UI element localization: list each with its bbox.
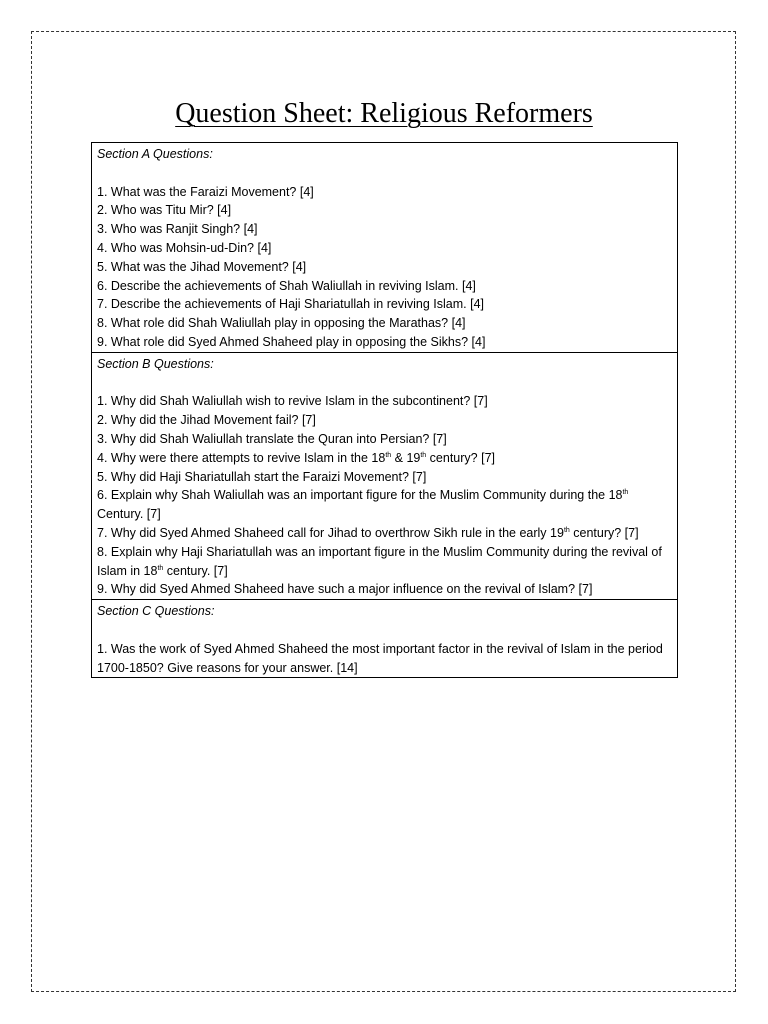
question-a7: 7. Describe the achievements of Haji Shariatullah in reviving Islam. [4] [97,297,484,312]
question-a1: 1. What was the Faraizi Movement? [4] [97,184,314,199]
question-a2: 2. Who was Titu Mir? [4] [97,203,232,218]
question-b9: 9. Why did Syed Ahmed Shaheed have such a major influence on the revival of Islam? [7] [97,582,593,597]
section-a-cell [92,143,678,353]
section-c-row [92,600,678,678]
questions-table [91,142,678,678]
question-b5: 5. Why did Haji Shariatullah start the Faraizi Movement? [7] [97,469,427,484]
question-c1: 1. Was the work of Syed Ahmed Shaheed the most important factor in the revival of Islam in the period 1700-1850? Give reasons for your answer. [14] [97,641,663,675]
question-a4: 4. Who was Mohsin-ud-Din? [4] [97,240,272,255]
section-b-cell [92,352,678,599]
question-a5: 5. What was the Jihad Movement? [4] [97,259,307,274]
section-b-row [92,352,678,599]
question-a6: 6. Describe the achievements of Shah Waliullah in reviving Islam. [4] [97,278,476,293]
section-a-row [92,143,678,353]
section-b-title: Section B Questions: [97,356,214,371]
question-b8: 8. Explain why Haji Shariatullah was an important figure in the Muslim Community during the revival of Islam in 18th century. [7] [97,544,662,578]
section-a-title: Section A Questions: [97,147,213,161]
question-a3: 3. Who was Ranjit Singh? [4] [97,222,258,237]
question-b4: 4. Why were there attempts to revive Islam in the 18th & 19th century? [7] [97,450,495,465]
section-c-title: Section C Questions: [97,604,215,619]
question-b7: 7. Why did Syed Ahmed Shaheed call for Jihad to overthrow Sikh rule in the early 19th century? [7] [97,525,639,540]
question-b1: 1. Why did Shah Waliullah wish to revive Islam in the subcontinent? [7] [97,394,488,409]
question-b3: 3. Why did Shah Waliullah translate the Quran into Persian? [7] [97,431,447,446]
page-title: Question Sheet: Religious Reformers [175,98,593,129]
section-c-cell [92,600,678,678]
question-a9: 9. What role did Syed Ahmed Shaheed play in opposing the Sikhs? [4] [97,334,486,349]
question-b2: 2. Why did the Jihad Movement fail? [7] [97,413,316,428]
question-a8: 8. What role did Shah Waliullah play in opposing the Marathas? [4] [97,316,466,331]
question-b6: 6. Explain why Shah Waliullah was an important figure for the Muslim Community during the 18th Century. [7] [97,488,629,522]
